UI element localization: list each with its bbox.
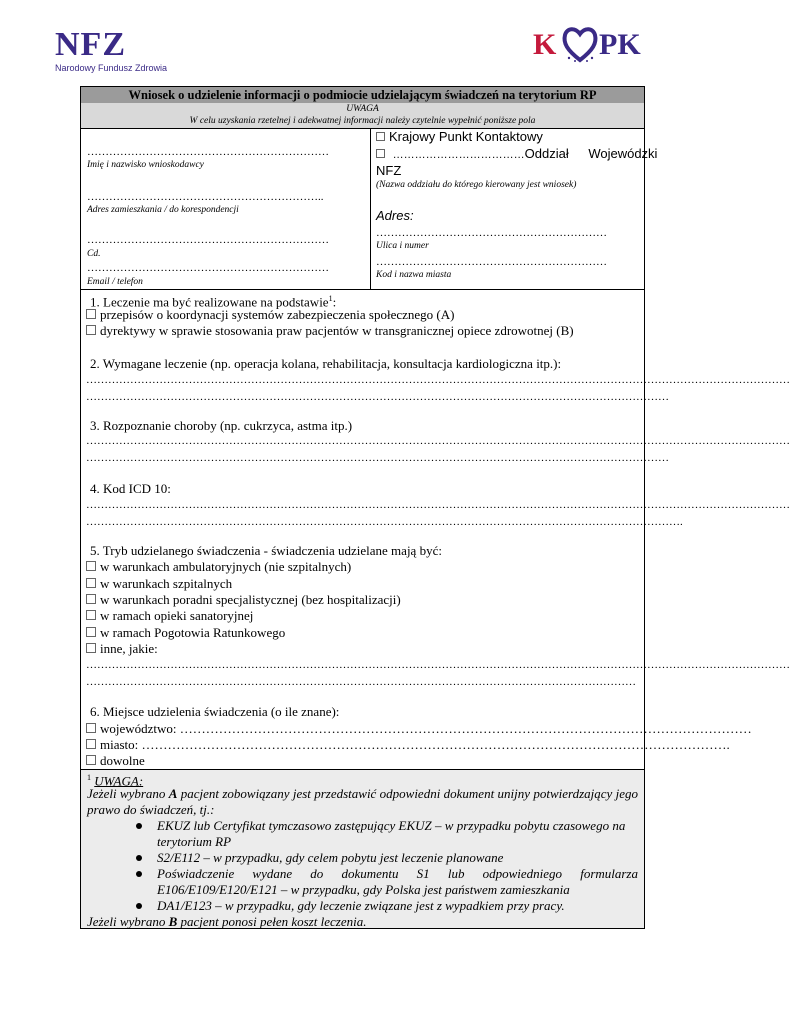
mode-option (86, 625, 285, 641)
section-4-title: 4. Kod ICD 10: (90, 481, 171, 496)
section-3-title: 3. Rozpoznanie choroby (np. cukrzyca, astma itp.) (90, 418, 353, 433)
voivodeship-option (86, 721, 752, 737)
mode-option (86, 608, 253, 624)
mode-option-label: w warunkach szpitalnych (100, 576, 233, 591)
mode-option-label: w warunkach ambulatoryjnych (nie szpitalnych) (100, 559, 352, 574)
instruction-box (81, 103, 644, 128)
city-label: Kod i nazwa miasta (376, 270, 452, 280)
name-label: Imię i nazwisko wnioskodawcy (87, 160, 204, 170)
text: pacjent zobowiązany jest przedstawić odpowiedni dokument unijny potwierdzający jego prawo do świadczeń, tj.: (87, 786, 638, 817)
footnote-bullet (157, 866, 638, 898)
city-option-field[interactable]: miasto: ………………………………………………………………………………………………………………………. (100, 737, 730, 752)
option-b (86, 323, 574, 339)
kpk-logo-k: K (533, 28, 557, 61)
bullet-icon (136, 855, 142, 861)
divider (80, 128, 645, 129)
nfz-logo (55, 26, 168, 73)
section-1-title-text: 1. Leczenie ma być realizowane na podstawie (90, 294, 329, 310)
option-a (86, 307, 454, 323)
section-6-title: 6. Miejsce udzielenia świadczenia (o ile znane): (90, 704, 340, 719)
kpk-option-label: Krajowy Punkt Kontaktowy (389, 129, 543, 144)
footnote-para-a (87, 786, 638, 818)
bullet-text: DA1/E123 – w przypadku, gdy leczenie związane jest z wypadkiem przy pracy. (157, 898, 565, 913)
bullet-text: EKUZ lub Certyfikat tymczasowo zastępujący EKUZ – w przypadku pobytu czasowego na terytorium RP (157, 818, 626, 849)
footnote-bullet (157, 818, 638, 850)
nfz-logo-subtitle: Narodowy Fundusz Zdrowia (55, 63, 168, 73)
form-title: Wniosek o udzielenie informacji o podmiocie udzielającym świadczeń na terytorium RP (81, 87, 644, 103)
diagnosis-field-cont[interactable]: …………………………………………………………………………………………………………………………………………… (86, 452, 669, 464)
text: Jeżeli wybrano (87, 914, 169, 929)
icd-field[interactable]: ………………………………………………………………………………………………………………………………………………………………………… (86, 499, 790, 511)
street-label: Ulica i numer (376, 241, 429, 251)
kpk-logo (533, 22, 663, 72)
footnote-number: 1 (87, 773, 91, 782)
kpk-checkbox[interactable] (376, 132, 385, 141)
bullet-icon (136, 903, 142, 909)
cd-label: Cd. (87, 249, 101, 259)
mode-checkbox[interactable] (86, 578, 96, 588)
address-cont-field[interactable]: ………………………………………………………… (87, 234, 329, 246)
icd-field-cont[interactable]: ………………………………………………………………………………………………………………………………………………. (86, 516, 683, 528)
mode-option-label: inne, jakie: (100, 641, 158, 656)
bullet-text: Poświadczenie wydane do dokumentu S1 lub odpowiedniego formularza E106/E109/E120/E121 – w przypadku, gdy Polska jest państwem zamieszkania (157, 866, 638, 897)
branch-option-label: Oddział Wojewódzki (524, 146, 658, 161)
footnote-bullet (157, 898, 638, 914)
other-mode-field-cont[interactable]: …………………………………………………………………………………………………………………………………… (86, 676, 636, 688)
mode-checkbox[interactable] (86, 594, 96, 604)
city-option (86, 737, 730, 753)
option-a-label: przepisów o koordynacji systemów zabezpieczenia społecznego (A) (100, 307, 455, 322)
mode-checkbox[interactable] (86, 561, 96, 571)
mode-option-label: w ramach Pogotowia Ratunkowego (100, 625, 286, 640)
option-b-label: dyrektywy w sprawie stosowania praw pacjentów w transgranicznej opiece zdrowotnej (B) (100, 323, 574, 338)
instruction-text: W celu uzyskania rzetelnej i adekwatnej informacji należy czytelnie wypełnić poniższe pola (189, 116, 536, 126)
footnote-bullet (157, 850, 638, 866)
address-label: Adres zamieszkania / do korespondencji (87, 205, 239, 215)
footnote-ref: 1 (328, 294, 333, 303)
any-location-checkbox[interactable] (86, 755, 96, 765)
nfz-logo-mark: NFZ (55, 26, 126, 63)
kpk-option (376, 129, 543, 144)
text: Jeżeli wybrano (87, 786, 169, 801)
mode-option (86, 559, 351, 575)
section-2-title: 2. Wymagane leczenie (np. operacja kolana, rehabilitacja, konsultacja kardiologiczna itp.): (90, 356, 562, 371)
address-field[interactable]: ……………………………………………………….. (87, 191, 324, 203)
mode-option (86, 592, 401, 608)
footnote-uwaga: UWAGA: (94, 773, 144, 789)
heart-icon (561, 24, 599, 64)
footnote-para-b (87, 914, 366, 930)
option-b-checkbox[interactable] (86, 325, 96, 335)
voivodeship-checkbox[interactable] (86, 723, 96, 733)
section-5-title: 5. Tryb udzielanego świadczenia - świadczenia udzielane mają być: (90, 543, 442, 558)
city-field[interactable]: ……………………………………………………… (376, 256, 607, 268)
diagnosis-field[interactable]: ………………………………………………………………………………………………………………………………………………………………………… (86, 435, 790, 447)
bullet-icon (136, 823, 142, 829)
divider (370, 128, 371, 289)
mode-checkbox[interactable] (86, 627, 96, 637)
treatment-field[interactable]: ………………………………………………………………………………………………………………………………………………………………………… (86, 374, 790, 386)
mode-option (86, 641, 158, 657)
street-field[interactable]: ……………………………………………………… (376, 227, 607, 239)
branch-option (376, 146, 658, 161)
option-a-checkbox[interactable] (86, 309, 96, 319)
text: pacjent ponosi pełen koszt leczenia. (177, 914, 367, 929)
bullet-icon (136, 871, 142, 877)
mode-option (86, 576, 232, 592)
branch-note: (Nazwa oddziału do którego kierowany jest wniosek) (376, 180, 577, 190)
email-field[interactable]: ………………………………………………………… (87, 262, 329, 274)
adres-label: Adres: (376, 208, 414, 223)
any-location-option (86, 753, 145, 769)
mode-checkbox[interactable] (86, 643, 96, 653)
other-mode-field[interactable]: ………………………………………………………………………………………………………………………………………………………………………… (86, 659, 790, 671)
option-b-mark: B (168, 914, 178, 929)
mode-option-label: w warunkach poradni specjalistycznej (bez hospitalizacji) (100, 592, 401, 607)
branch-name-field[interactable]: ……………………………… (392, 149, 525, 161)
nfz-label: NFZ (376, 163, 402, 178)
name-field[interactable]: ………………………………………………………… (87, 146, 329, 158)
mode-option-label: w ramach opieki sanatoryjnej (100, 608, 254, 623)
bullet-text: S2/E112 – w przypadku, gdy celem pobytu jest leczenie planowane (157, 850, 504, 865)
uwaga-label: UWAGA (346, 104, 379, 114)
voivodeship-field[interactable]: województwo: …………………………………………………………………………………………………………………… (100, 721, 752, 736)
divider (80, 289, 645, 290)
any-location-label: dowolne (100, 753, 145, 768)
mode-checkbox[interactable] (86, 610, 96, 620)
city-checkbox[interactable] (86, 739, 96, 749)
treatment-field-cont[interactable]: …………………………………………………………………………………………………………………………………………… (86, 391, 669, 403)
colon: : (332, 294, 337, 310)
email-label: Email / telefon (87, 277, 143, 287)
option-a-mark: A (168, 786, 178, 801)
branch-checkbox[interactable] (376, 149, 385, 158)
kpk-logo-pk: PK (599, 28, 641, 61)
